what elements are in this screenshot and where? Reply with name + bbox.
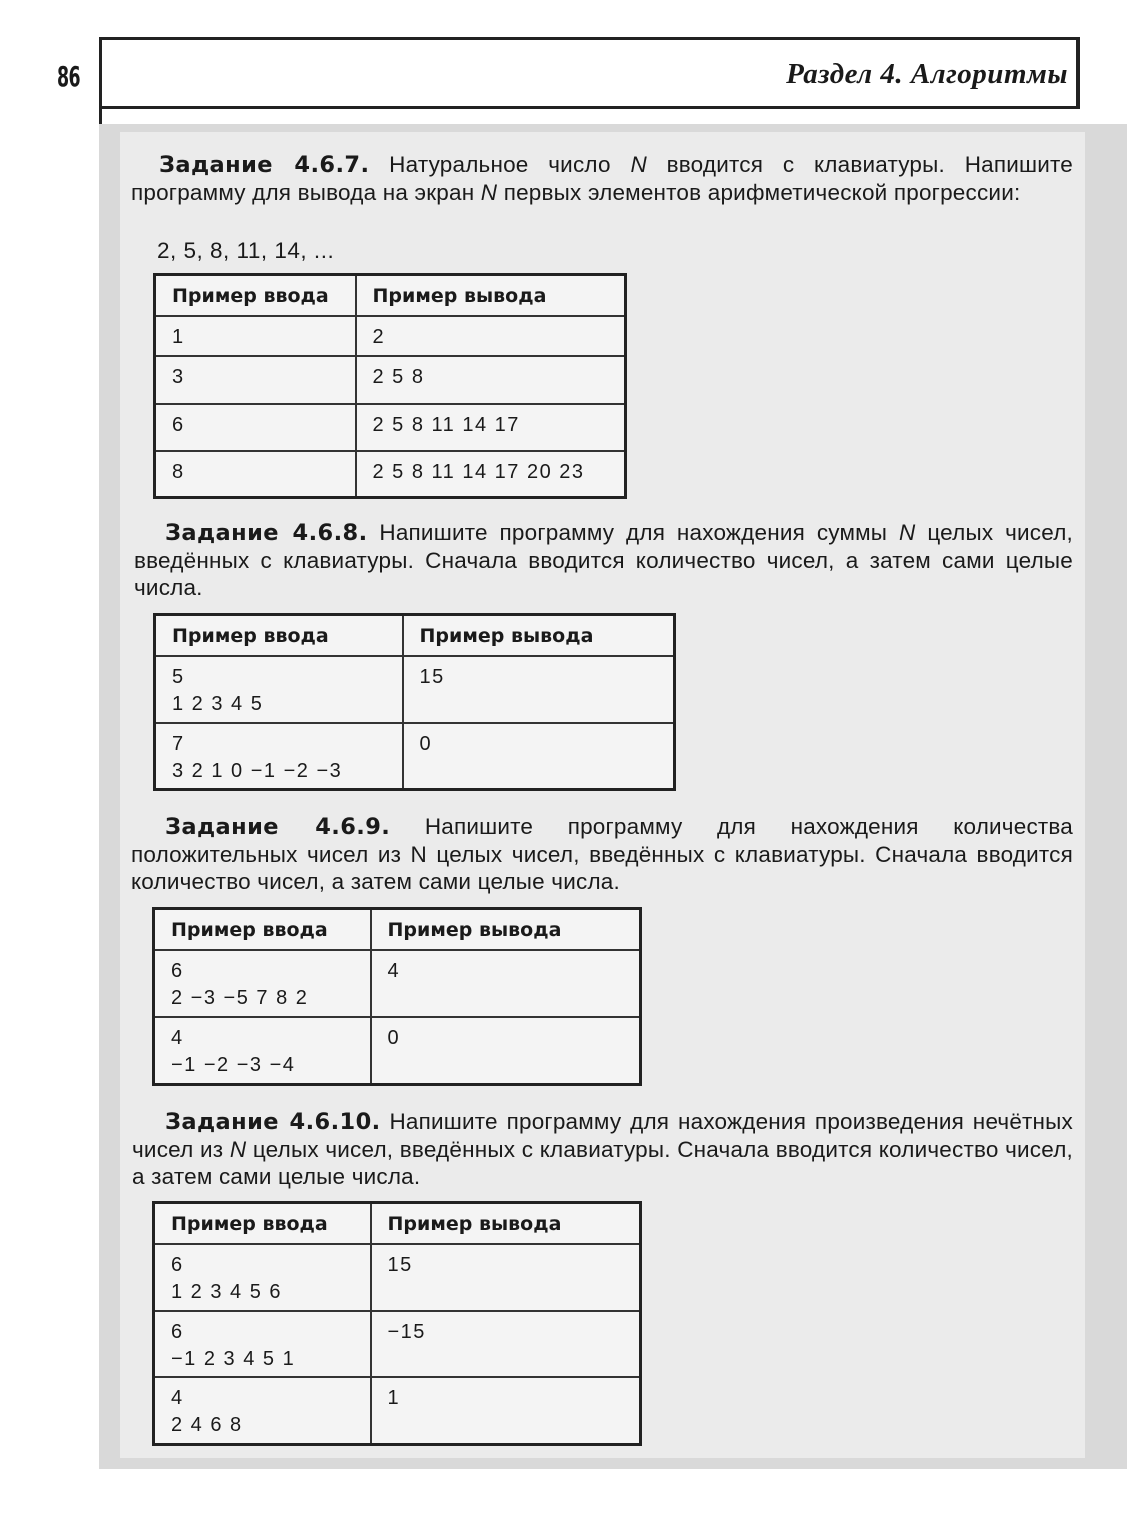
column-header-input: Пример ввода: [154, 1203, 371, 1244]
column-header-output: Пример вывода: [403, 615, 675, 656]
table-cell: 15: [403, 656, 675, 723]
column-header-input: Пример ввода: [155, 275, 356, 316]
table-cell: 15: [371, 1244, 641, 1311]
page-number: 86: [57, 60, 80, 93]
table-cell: 2 5 8 11 14 17: [356, 404, 626, 451]
task-label: Задание 4.6.8.: [165, 520, 368, 546]
table-cell: 8: [155, 451, 356, 498]
table-cell: 6 1 2 3 4 5 6: [154, 1244, 371, 1311]
table-cell: 6 −1 2 3 4 5 1: [154, 1311, 371, 1377]
table-cell: 6 2 −3 −5 7 8 2: [154, 950, 371, 1017]
table-cell: 3: [155, 356, 356, 404]
sequence: 2, 5, 8, 11, 14, ...: [157, 238, 335, 263]
task-4-6-7-text: Задание 4.6.7. Натуральное число N вводится с клавиатуры. Напишите программу для вывода на экран N первых элементов арифметической прогрессии:: [131, 152, 1074, 205]
example-table-4-6-9: [152, 907, 642, 1086]
column-header-input: Пример ввода: [154, 909, 371, 950]
table-cell: 0: [371, 1017, 641, 1085]
table-cell: 2: [356, 316, 626, 356]
table-cell: 0: [403, 723, 675, 790]
column-header-input: Пример ввода: [155, 615, 403, 656]
page-header: [99, 37, 1080, 109]
table-cell: 5 1 2 3 4 5: [155, 656, 403, 723]
table-cell: 1: [155, 316, 356, 356]
section-title: Раздел 4. Алгоритмы: [786, 58, 1068, 90]
table-cell: 4: [371, 950, 641, 1017]
table-cell: 4 −1 −2 −3 −4: [154, 1017, 371, 1085]
task-label: Задание 4.6.9.: [165, 814, 391, 840]
column-header-output: Пример вывода: [371, 909, 641, 950]
table-cell: −15: [371, 1311, 641, 1377]
table-cell: 6: [155, 404, 356, 451]
example-table-4-6-8: [153, 613, 676, 791]
column-header-output: Пример вывода: [356, 275, 626, 316]
task-4-6-9-text: Задание 4.6.9. Напишите программу для нахождения количества положительных чисел из N целых чисел, введённых с клавиатуры. Сначала вводится количество чисел, а затем сами целые числа.: [131, 814, 1074, 894]
table-cell: 2 5 8 11 14 17 20 23: [356, 451, 626, 498]
task-label: Задание 4.6.10.: [165, 1109, 381, 1135]
table-cell: 2 5 8: [356, 356, 626, 404]
table-cell: 7 3 2 1 0 −1 −2 −3: [155, 723, 403, 790]
example-table-4-6-10: [152, 1201, 642, 1446]
task-4-6-8-text: Задание 4.6.8. Напишите программу для нахождения суммы N целых чисел, введённых с клавиатуры. Сначала вводится количество чисел, а затем сами целые числа.: [134, 520, 1073, 600]
table-cell: 1: [371, 1377, 641, 1445]
column-header-output: Пример вывода: [371, 1203, 641, 1244]
task-4-6-10-text: Задание 4.6.10. Напишите программу для нахождения произведения нечётных чисел из N целых чисел, введённых с клавиатуры. Сначала вводится количество чисел, а затем сами целые числа.: [132, 1109, 1074, 1189]
task-label: Задание 4.6.7.: [159, 152, 370, 178]
example-table-4-6-7: [153, 273, 627, 499]
table-cell: 4 2 4 6 8: [154, 1377, 371, 1445]
